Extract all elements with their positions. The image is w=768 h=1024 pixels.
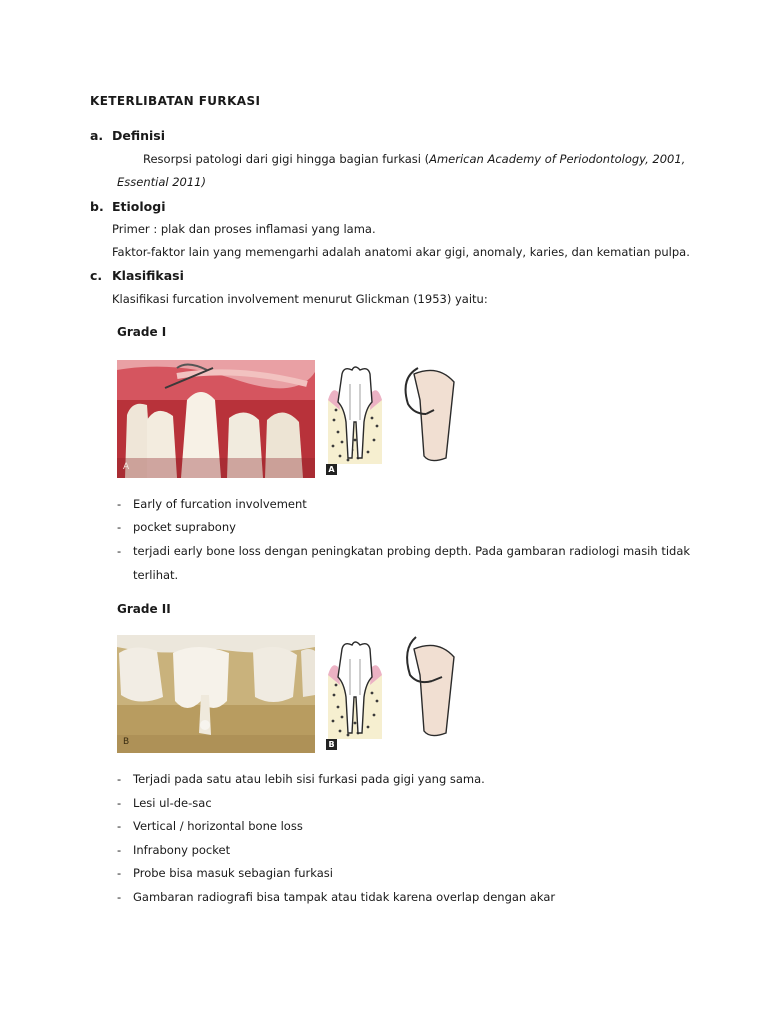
grade-1-clinical-photo (117, 360, 315, 478)
bullet-dash: - (117, 890, 122, 904)
etiology-line-1: Primer : plak dan proses inflamasi yang lama. (112, 222, 376, 236)
grade-2-bullet-5-text: Probe bisa masuk sebagian furkasi (133, 866, 333, 880)
bullet-dash: - (117, 819, 122, 833)
grade-1-bullet-3-continuation: terlihat. (133, 568, 179, 582)
grade-2-photo-letter: B (123, 737, 130, 747)
grade-2-bullet-6 (117, 890, 555, 904)
grade-2-diagram-letter: B (326, 739, 337, 750)
definition-citation-2: Essential 2011) (117, 175, 206, 189)
grade-2-bullet-4 (117, 843, 230, 857)
grade-2-clinical-photo (117, 635, 315, 753)
bullet-dash: - (117, 772, 122, 786)
grade-1-bullet-2 (117, 520, 236, 534)
grade-1-diagram (322, 360, 462, 478)
grade-1-bullet-2-text: pocket suprabony (133, 520, 236, 534)
bullet-dash: - (117, 544, 122, 558)
bullet-dash: - (117, 520, 122, 534)
grade-2-bullet-2 (117, 796, 212, 810)
definition-citation-1: American Academy of Periodontology, 2001, (429, 152, 686, 166)
document-title: KETERLIBATAN FURKASI (90, 94, 261, 108)
grade-1-diagram-letter: A (326, 464, 337, 475)
grade-2-bullet-3-text: Vertical / horizontal bone loss (133, 819, 303, 833)
grade-1-bullet-3-text: terjadi early bone loss dengan peningkatan probing depth. Pada gambaran radiologi masih tidak (133, 544, 691, 558)
grade-1-photo-letter: A (123, 462, 130, 472)
grade-2-bullet-1 (117, 772, 485, 786)
section-b-letter: b. (90, 199, 104, 214)
grade-1-bullet-3 (117, 544, 690, 558)
grade-2-diagram (322, 635, 462, 753)
grade-1-label: Grade I (117, 325, 167, 339)
grade-2-bullet-6-text: Gambaran radiografi bisa tampak atau tidak karena overlap dengan akar (133, 890, 556, 904)
grade-2-bullet-3 (117, 819, 303, 833)
section-b-title: Etiologi (112, 199, 166, 214)
grade-2-bullet-5 (117, 866, 333, 880)
definition-line-2 (117, 174, 206, 190)
section-c-letter: c. (90, 268, 103, 283)
grade-1-bullet-1 (117, 497, 307, 511)
section-a-letter: a. (90, 128, 104, 143)
grade-2-label: Grade II (117, 602, 171, 616)
section-b-heading (90, 199, 166, 214)
definition-text: Resorpsi patologi dari gigi hingga bagian furkasi ( (143, 152, 430, 166)
grade-2-bullet-1-text: Terjadi pada satu atau lebih sisi furkasi pada gigi yang sama. (133, 772, 485, 786)
grade-2-bullet-4-text: Infrabony pocket (133, 843, 231, 857)
bullet-dash: - (117, 497, 122, 511)
section-c-title: Klasifikasi (112, 268, 184, 283)
section-c-heading (90, 268, 184, 283)
classification-intro: Klasifikasi furcation involvement menurut Glickman (1953) yaitu: (112, 292, 488, 306)
etiology-line-2: Faktor-faktor lain yang memengarhi adalah anatomi akar gigi, anomaly, karies, dan kematian pulpa. (112, 245, 690, 259)
grade-1-bullet-1-text: Early of furcation involvement (133, 497, 307, 511)
section-a-title: Definisi (112, 128, 166, 143)
grade-2-bullet-2-text: Lesi ul-de-sac (133, 796, 212, 810)
bullet-dash: - (117, 866, 122, 880)
bullet-dash: - (117, 796, 122, 810)
section-a-heading (90, 128, 165, 143)
bullet-dash: - (117, 843, 122, 857)
definition-line-1 (143, 151, 685, 167)
